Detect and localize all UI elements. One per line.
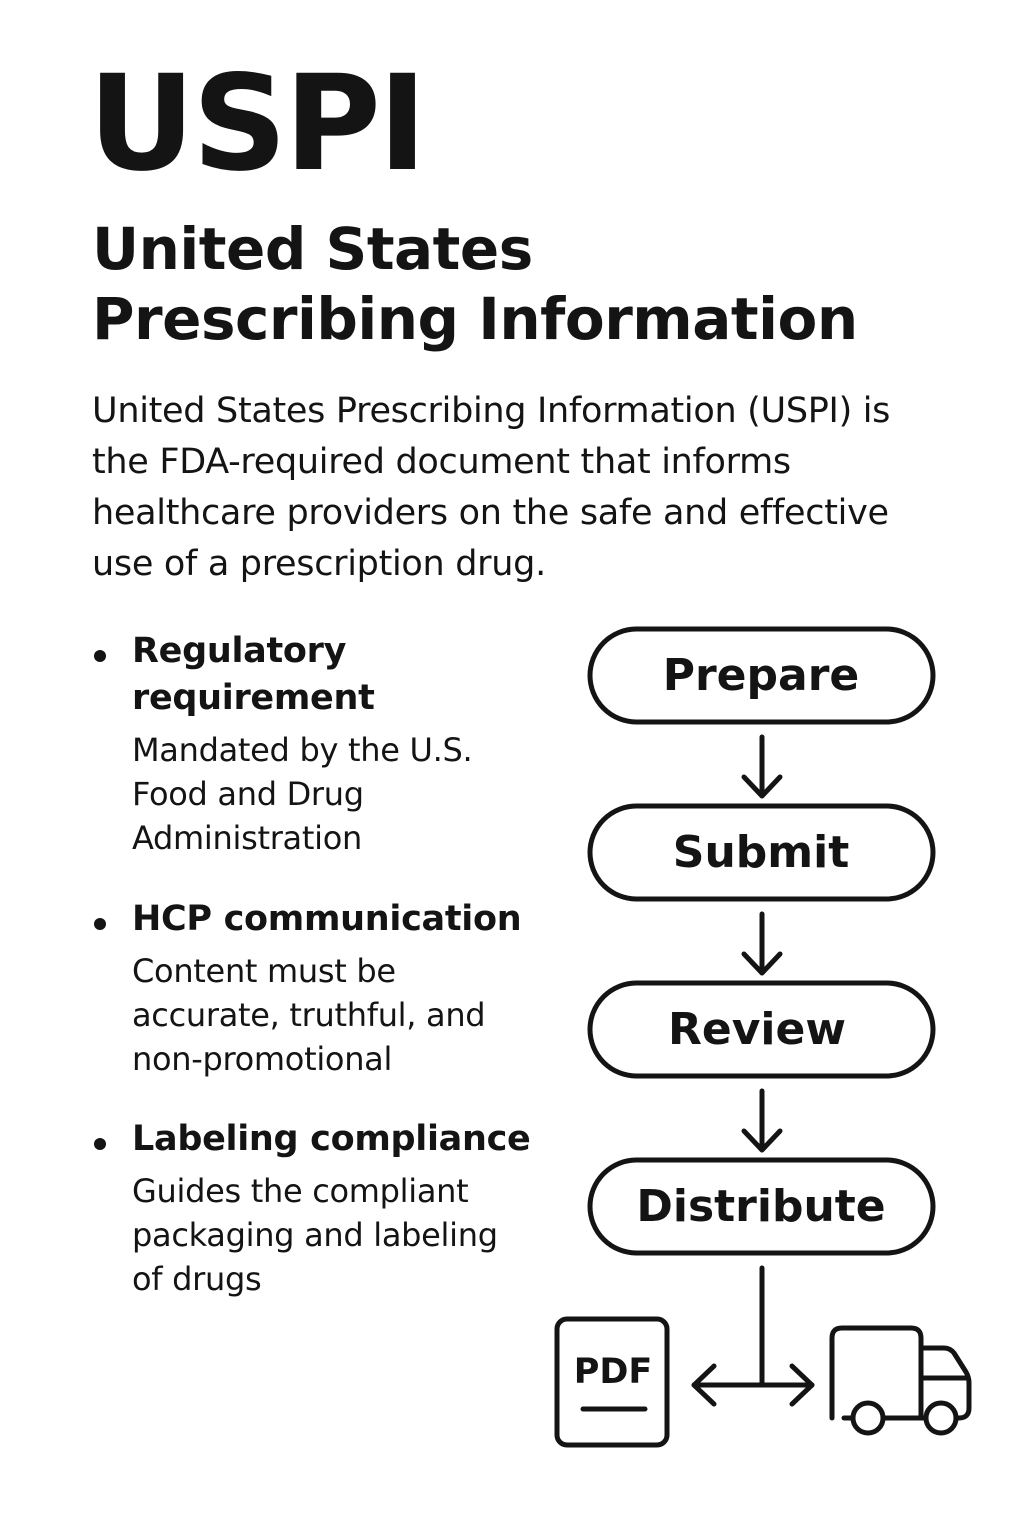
split-arrow-icon bbox=[694, 1268, 812, 1404]
flow-step-prepare bbox=[590, 629, 933, 722]
flow-step-label: Distribute bbox=[636, 1181, 886, 1232]
bullet-title-line: HCP communication bbox=[132, 899, 522, 939]
intro-paragraph: United States Prescribing Information (USPI) is the FDA-required document that informs healthcare providers on the safe and effective use of a prescription drug. bbox=[92, 391, 891, 584]
flow-step-label: Review bbox=[668, 1004, 846, 1055]
bullet-description-line: Content must be bbox=[132, 952, 396, 990]
bullet-description-line: Administration bbox=[132, 819, 362, 857]
bullet-description-line: packaging and labeling bbox=[132, 1216, 498, 1254]
bullet-dot-icon bbox=[94, 918, 106, 930]
page-title: USPI bbox=[88, 47, 425, 201]
bullet-description-line: accurate, truthful, and bbox=[132, 996, 486, 1034]
bullet-description bbox=[132, 728, 472, 860]
flow-step-submit bbox=[590, 806, 933, 899]
bullet-dot-icon bbox=[94, 650, 106, 662]
pdf-label: PDF bbox=[573, 1352, 653, 1392]
bullet-description bbox=[132, 949, 521, 1081]
page-subtitle bbox=[92, 214, 858, 354]
bullet-title bbox=[132, 896, 521, 943]
flow-arrow-down-icon bbox=[744, 1091, 780, 1150]
flow-step-distribute bbox=[590, 1160, 933, 1253]
bullet-description-line: Food and Drug bbox=[132, 775, 364, 813]
flow-arrow-down-icon bbox=[744, 914, 780, 973]
bullet-title-line: requirement bbox=[132, 678, 375, 718]
bullet-description-line: Guides the compliant bbox=[132, 1172, 469, 1210]
flow-step-review bbox=[590, 983, 933, 1076]
flow-arrow-down-icon bbox=[744, 737, 780, 796]
bullet-title bbox=[132, 1116, 531, 1163]
bullet-description-line: Mandated by the U.S. bbox=[132, 731, 473, 769]
bullet-title-line: Labeling compliance bbox=[132, 1119, 531, 1159]
bullet-description-line: non-promotional bbox=[132, 1040, 393, 1078]
flow-step-label: Prepare bbox=[662, 650, 860, 701]
bullet-hcp-communication bbox=[92, 896, 521, 1081]
bullet-regulatory-requirement bbox=[92, 628, 472, 860]
subtitle-line-2: Prescribing Information bbox=[92, 285, 858, 353]
bullet-description-line: of drugs bbox=[132, 1260, 262, 1298]
subtitle-line-1: United States bbox=[92, 215, 533, 283]
bullet-dot-icon bbox=[94, 1138, 106, 1150]
bullet-title-line: Regulatory bbox=[132, 631, 347, 671]
delivery-truck-icon bbox=[832, 1328, 969, 1433]
pdf-document-icon bbox=[557, 1319, 667, 1445]
bullet-description bbox=[132, 1169, 531, 1301]
flow-step-label: Submit bbox=[672, 827, 850, 878]
bullet-title bbox=[132, 628, 472, 722]
bullet-labeling-compliance bbox=[92, 1116, 531, 1301]
